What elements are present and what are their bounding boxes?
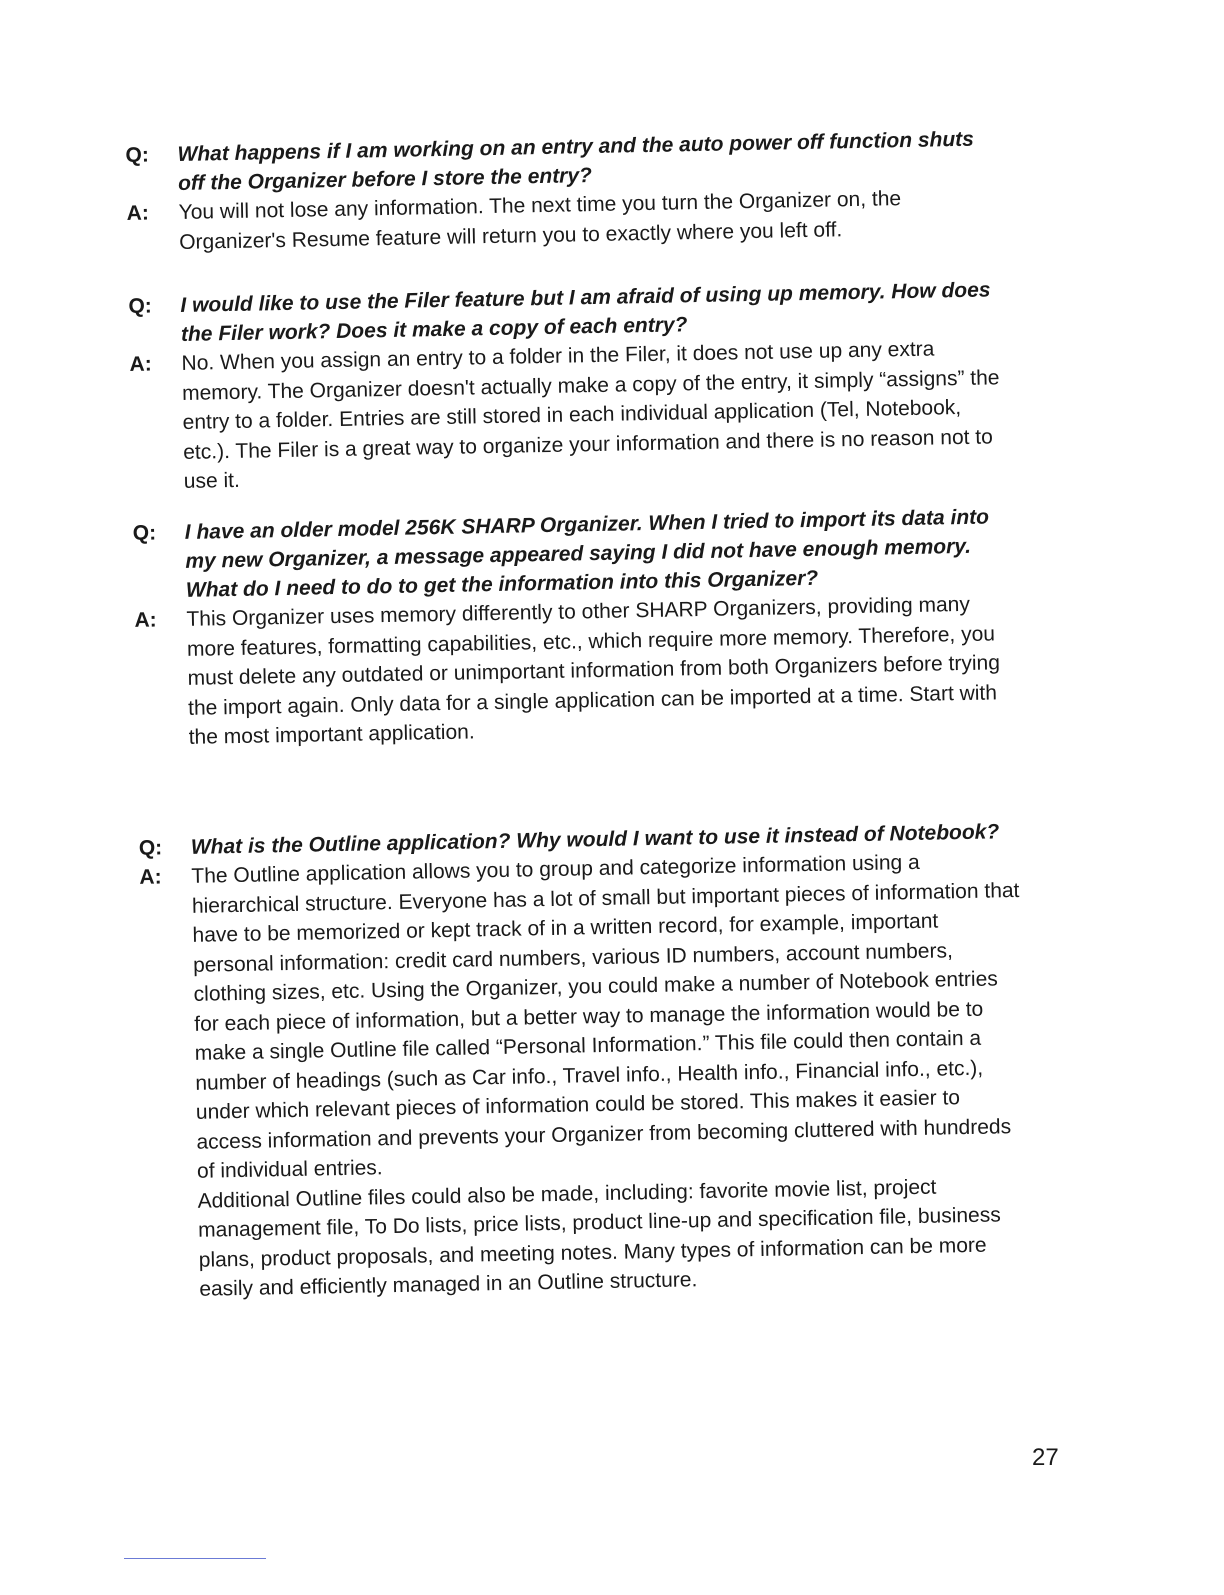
answer-marker: A: <box>139 865 162 889</box>
answer-marker: A: <box>134 608 157 632</box>
question-marker: Q: <box>128 294 152 318</box>
answer-paragraph: This Organizer uses memory differently to other SHARP Organizers, providing many more features, formatting capabilities, etc., which require more memory. Therefore, you must delete any outdated or unimportant information from both Organizers before trying the import again. Only data for a single application can be imported at a time. Start with the most important application. <box>186 592 1001 749</box>
faq-item <box>133 502 1017 753</box>
question-text: What is the Outline application? Why would I want to use it instead of Notebook? <box>190 820 1000 859</box>
scan-artifact-line <box>124 1558 266 1559</box>
faq-item <box>125 124 1007 258</box>
question-marker: Q: <box>125 143 150 167</box>
answer-row <box>129 333 1012 497</box>
answer-marker: A: <box>129 352 152 376</box>
answer-paragraph: You will not lose any information. The next time you turn the Organizer on, the Organizer's Resume feature will return you to exactly where you left off. <box>178 187 902 254</box>
answer-row <box>134 589 1017 753</box>
answer-paragraph: The Outline application allows you to group and categorize information using a hierarchical structure. Everyone has a lot of small but important pieces of information that have to be memorized or kept track of in a written record, for example, important personal information: credit card numbers, various ID numbers, account numbers, clothing sizes, etc. Using the Organizer, you could make a number of Notebook entries for each piece of information, but a better way to manage the information would be to make a single Outline file called “Personal Information.” This file could then contain a number of headings (such as Car info., Travel info., Health info., Financial info., etc.), under which relevant pieces of information could be stored. This makes it easier to access information and prevents your Organizer from becoming cluttered with hundreds of individual entries. <box>191 850 1020 1183</box>
answer-paragraph: No. When you assign an entry to a folder in the Filer, it does not use up any extra memory. The Organizer doesn't actually make a copy of the entry, it simply “assigns” the entry to a folder. Entries are still stored in each individual application (Tel, Notebook, etc.). The Filer is a great way to organize your information and there is no reason not to use it. <box>181 337 1000 493</box>
question-marker: Q: <box>138 836 163 860</box>
answer-text <box>191 846 1027 1304</box>
question-marker: Q: <box>132 521 157 545</box>
question-text: I have an older model 256K SHARP Organizer. When I tried to import its data into my new Organizer, a message appeared saying I did not have enough memory. What do I need to do to get the information into this Organizer? <box>184 505 990 602</box>
answer-row <box>139 846 1027 1305</box>
question-text: What happens if I am working on an entry and the auto power off function shuts off the Organizer before I store the entry? <box>177 127 975 195</box>
page-number: 27 <box>1032 1444 1059 1471</box>
faq-item <box>139 817 1028 1305</box>
answer-text <box>186 589 1017 752</box>
answer-paragraph: Additional Outline files could also be made, including: favorite movie list, project management file, To Do lists, price lists, product line-up and specification file, business plans, product proposals, and meeting notes. Many types of information can be more easily and efficiently managed in an Outline structure. <box>197 1175 1001 1301</box>
question-row <box>133 502 1015 606</box>
faq-item <box>128 275 1012 497</box>
answer-marker: A: <box>126 201 150 225</box>
question-text: I would like to use the Filer feature but I am afraid of using up memory. How does the Filer work? Does it make a copy of each entry? <box>180 278 991 346</box>
answer-text <box>181 333 1012 496</box>
